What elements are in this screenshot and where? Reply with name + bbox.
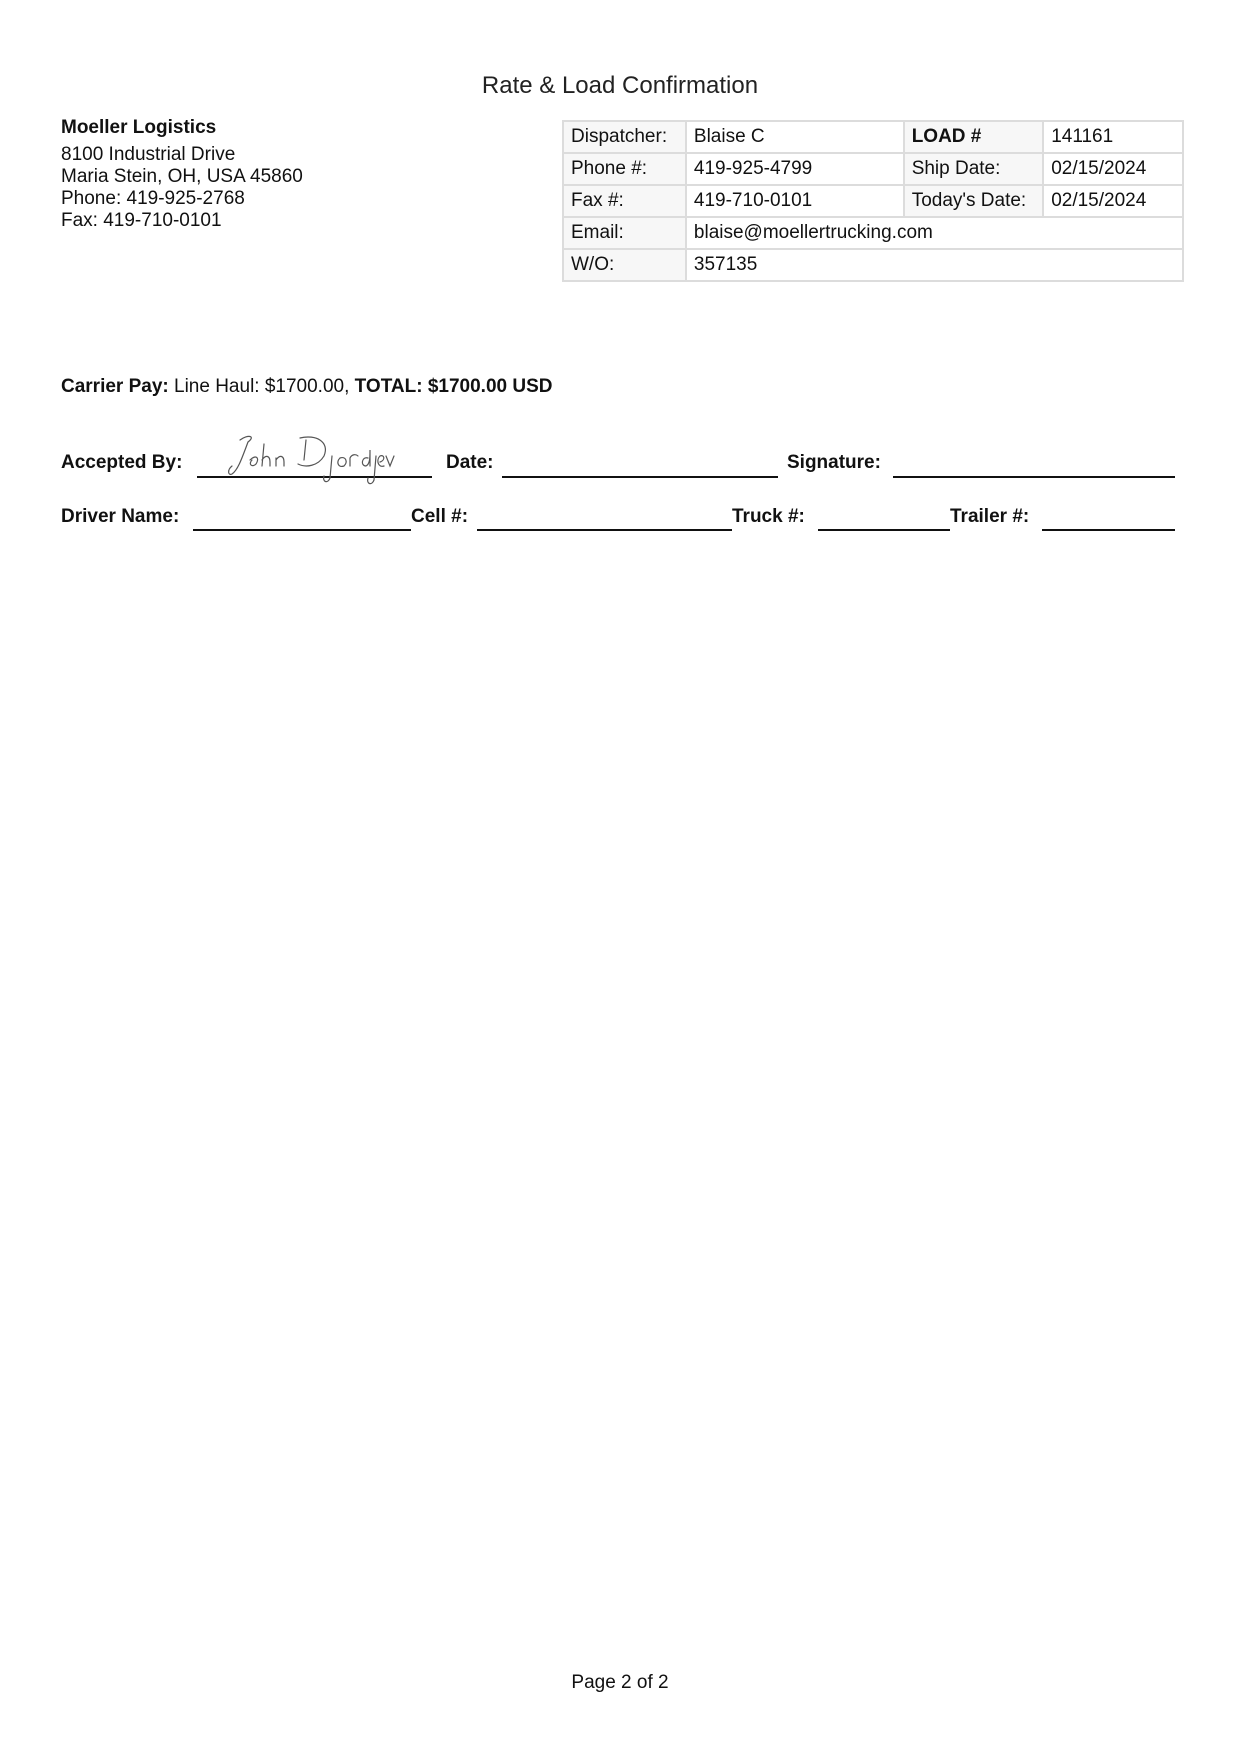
ship-date-value: 02/15/2024	[1043, 153, 1183, 185]
company-fax: Fax: 419-710-0101	[61, 210, 222, 231]
date-line	[502, 476, 778, 478]
page-title: Rate & Load Confirmation	[481, 72, 759, 99]
carrier-pay-line	[61, 376, 552, 398]
handwritten-signature	[226, 430, 396, 488]
line-haul-text: Line Haul: $1700.00,	[168, 376, 355, 397]
table-row	[563, 249, 1183, 281]
dispatcher-value: Blaise C	[686, 121, 904, 153]
trailer-label: Trailer #:	[950, 506, 1030, 527]
wo-value: 357135	[686, 249, 1183, 281]
ship-date-label: Ship Date:	[904, 153, 1044, 185]
company-name: Moeller Logistics	[61, 117, 217, 138]
truck-line	[818, 529, 950, 531]
company-address-line2: Maria Stein, OH, USA 45860	[61, 166, 303, 187]
cell-label: Cell #:	[411, 506, 469, 527]
signature-line	[893, 476, 1175, 478]
accepted-by-label: Accepted By:	[61, 452, 183, 473]
total-text: TOTAL: $1700.00 USD	[354, 376, 553, 397]
signature-label: Signature:	[787, 452, 881, 473]
todays-date-label: Today's Date:	[904, 185, 1044, 217]
carrier-pay-label: Carrier Pay:	[61, 376, 169, 397]
cell-line	[477, 529, 732, 531]
trailer-line	[1042, 529, 1175, 531]
signature-text: John Djordjevic	[226, 430, 233, 431]
phone-label: Phone #:	[563, 153, 686, 185]
dispatcher-label: Dispatcher:	[563, 121, 686, 153]
table-row	[563, 121, 1183, 153]
company-block	[61, 117, 303, 232]
phone-value: 419-925-4799	[686, 153, 904, 185]
table-row	[563, 217, 1183, 249]
company-phone: Phone: 419-925-2768	[61, 188, 245, 209]
fax-label: Fax #:	[563, 185, 686, 217]
wo-label: W/O:	[563, 249, 686, 281]
dispatch-info-table	[562, 120, 1184, 282]
email-label: Email:	[563, 217, 686, 249]
load-value: 141161	[1043, 121, 1183, 153]
todays-date-value: 02/15/2024	[1043, 185, 1183, 217]
table-row	[563, 185, 1183, 217]
email-value: blaise@moellertrucking.com	[686, 217, 1183, 249]
load-label: LOAD #	[904, 121, 1044, 153]
date-label: Date:	[446, 452, 494, 473]
page-number: Page 2 of 2	[571, 1672, 669, 1693]
table-row	[563, 153, 1183, 185]
fax-value: 419-710-0101	[686, 185, 904, 217]
company-address-line1: 8100 Industrial Drive	[61, 144, 236, 165]
driver-name-label: Driver Name:	[61, 506, 180, 527]
driver-name-line	[193, 529, 411, 531]
truck-label: Truck #:	[732, 506, 805, 527]
